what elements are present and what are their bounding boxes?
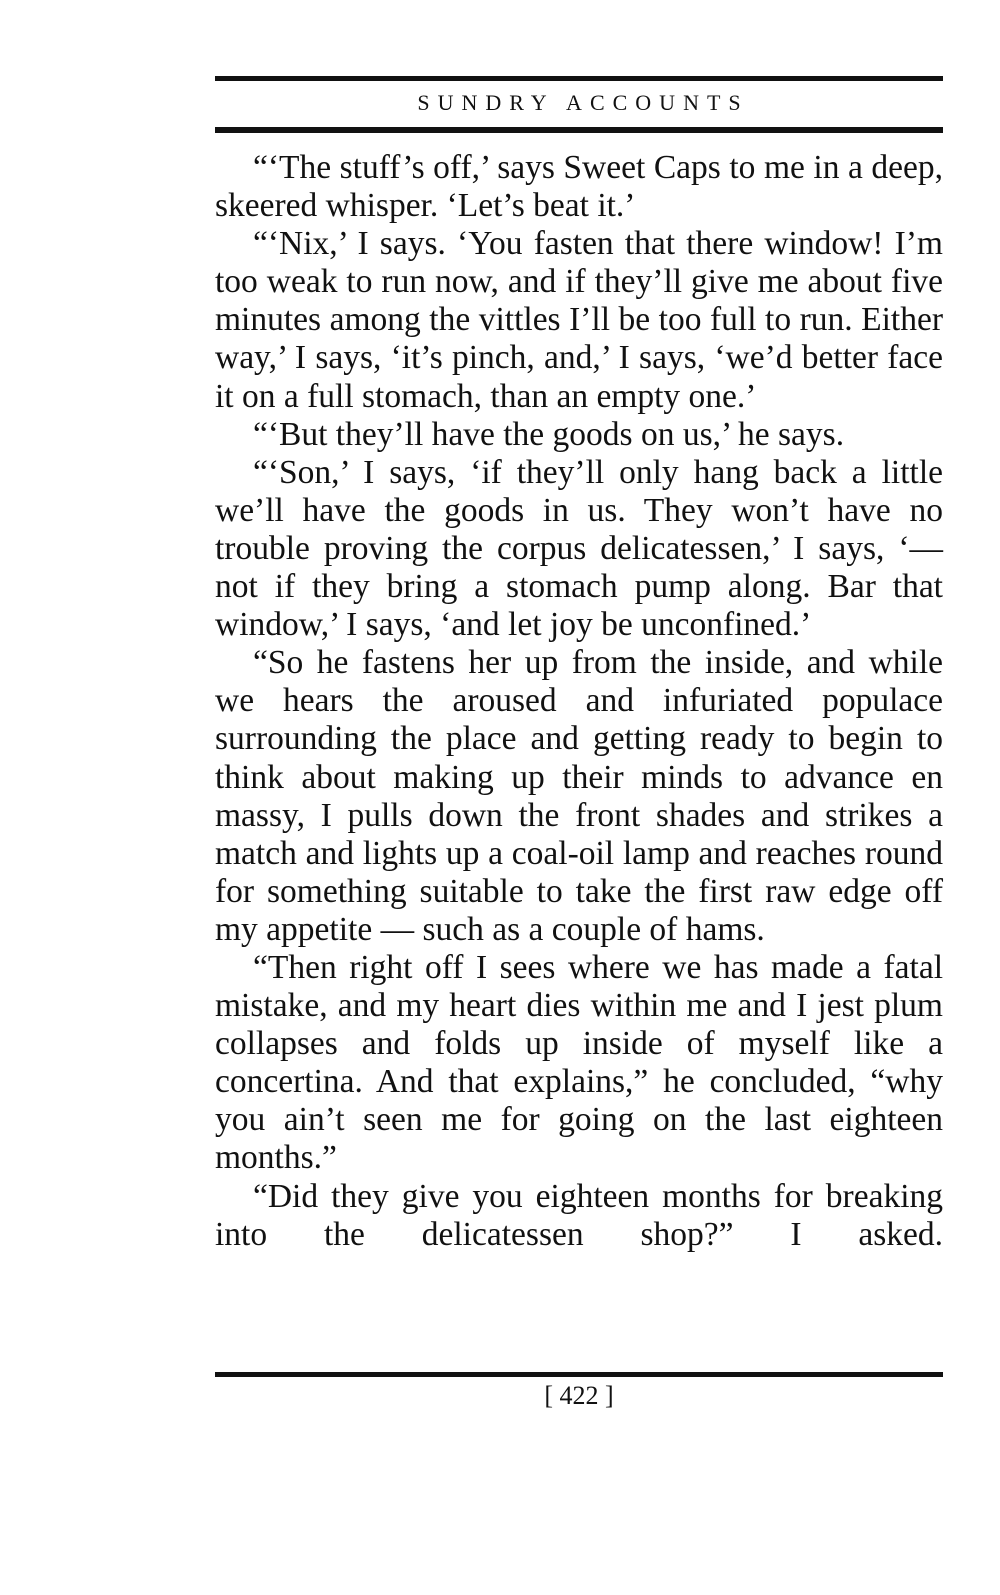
paragraph: “‘But they’ll have the goods on us,’ he says. — [253, 415, 845, 453]
paragraph: “Then right off I sees where we has made a fatal mistake, and my heart dies within me and I jest plum collapses and folds up inside of myself like a concertina. And that explains,” he concluded, “why you ain’t seen me for going on the last eighteen months.” — [215, 948, 943, 1177]
body-text — [215, 149, 943, 1254]
paragraph: “‘Son,’ I says, ‘if they’ll only hang back a little we’ll have the goods in us. They won’t have no trouble proving the corpus delicatessen,’ I says, ‘— not if they bring a stomach pump along. Bar that window,’ I says, ‘and let joy be unconfined.’ — [215, 453, 943, 644]
page-number: [ 422 ] — [544, 1381, 614, 1410]
running-head: SUNDRY ACCOUNTS — [417, 90, 749, 115]
paragraph: “So he fastens her up from the inside, and while we hears the aroused and infuriated populace surrounding the place and getting ready to begin to think about making up their minds to advance en massy, I pulls down the front shades and strikes a match and lights up a coal-oil lamp and reaches round for something suitable to take the first raw edge off my appetite — such as a couple of hams. — [215, 644, 943, 948]
paragraph: “Did they give you eighteen months for breaking into the delicatessen shop?” I asked. — [215, 1177, 943, 1253]
header-rule-bottom — [215, 127, 943, 133]
header-rule-top — [215, 76, 943, 81]
paragraph: “‘Nix,’ I says. ‘You fasten that there window! I’m too weak to run now, and if they’ll give me about five minutes among the vittles I’ll be too full to run. Either way,’ I says, ‘it’s pinch, and,’ I says, ‘we’d better face it on a full stomach, than an empty one.’ — [215, 225, 943, 415]
paragraph: “‘The stuff’s off,’ says Sweet Caps to me in a deep, skeered whisper. ‘Let’s beat it.’ — [215, 149, 943, 225]
